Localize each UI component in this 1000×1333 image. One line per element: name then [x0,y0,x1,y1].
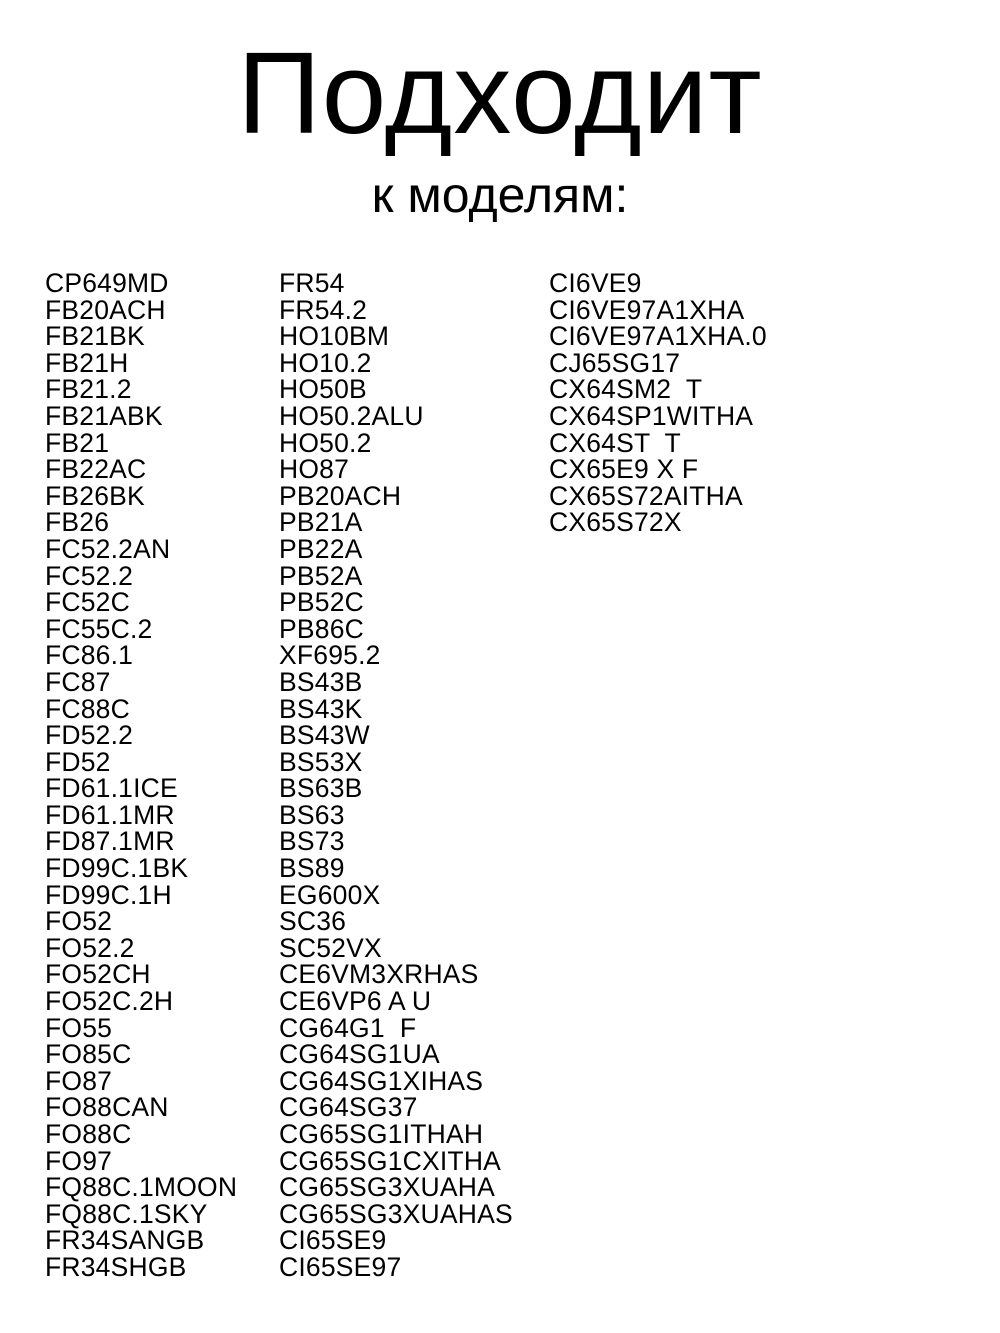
model-item: FR54 [279,268,345,298]
model-item: FQ88C.1SKY [45,1198,208,1229]
model-item: FC52C [45,587,130,618]
model-item: FO52 [45,906,113,937]
model-item: FR34SANGB [45,1225,205,1256]
model-item: CI65SE97 [279,1251,402,1282]
model-item: BS63B [279,773,363,804]
model-item: CX65S72X [549,507,682,538]
model-item: BS73 [279,826,345,857]
model-item: FR34SHGB [45,1251,187,1282]
model-item: HO50B [279,374,367,405]
model-item: XF695.2 [279,640,381,671]
model-item: FC86.1 [45,640,134,671]
model-item: CG65SG1ITHAH [279,1119,484,1149]
model-item: PB20ACH [279,480,402,511]
model-item: FD61.1ICE [45,773,178,804]
model-item: PB52C [279,587,364,618]
model-item: FD61.1MR [45,799,175,830]
model-item: CI6VE97A1XHA.0 [549,321,767,352]
model-item: FO85C [45,1039,132,1070]
model-item: FO87 [45,1065,113,1096]
model-item: CI6VE97A1XHA [549,294,745,325]
model-list-column-3 [549,270,767,536]
model-item: SC52VX [279,932,382,963]
model-item: PB21A [279,507,363,538]
model-item: HO10.2 [279,347,372,378]
model-item: CI65SE9 [279,1225,387,1256]
model-item: FD99C.1H [45,879,172,910]
model-item: CG64SG1UA [279,1039,440,1070]
model-item: FB20ACH [45,294,166,325]
model-item: FD99C.1BK [45,853,189,884]
model-item: FC52.2 [45,560,134,591]
model-item: CP649MD [45,268,169,298]
model-item: BS89 [279,853,345,884]
model-item: FQ88C.1MOON [45,1172,238,1203]
model-item: CJ65SG17 [549,347,681,378]
model-item: BS43W [279,720,370,751]
model-item: FD52 [45,746,111,777]
model-item: FB26 [45,507,110,538]
model-item: CX64SM2 T [549,374,703,405]
model-item: FD52.2 [45,720,134,751]
model-item: FB26BK [45,480,145,511]
model-list-column-1 [45,270,237,1281]
model-item: CX65E9 X F [549,454,699,485]
model-item: CX64SP1WITHA [549,400,754,431]
model-item: CX64ST T [549,427,681,458]
model-item: CG64SG37 [279,1092,418,1123]
model-item: PB52A [279,560,363,591]
model-item: HO10BM [279,321,390,352]
model-item: BS63 [279,799,345,830]
model-item: CG65SG3XUAHA [279,1172,495,1203]
model-item: CE6VM3XRHAS [279,959,479,990]
model-item: BS43B [279,666,363,697]
model-item: FC52.2AN [45,533,171,564]
page-title: Подходит [237,28,763,158]
model-item: SC36 [279,906,347,937]
page-subtitle: к моделям: [371,167,629,223]
model-item: CX65S72AITHA [549,480,743,511]
model-item: BS43K [279,693,363,724]
model-item: FO97 [45,1145,113,1176]
model-item: FB21BK [45,321,145,352]
model-item: FO52CH [45,959,151,990]
model-item: FC55C.2 [45,613,153,644]
model-item: FO88CAN [45,1092,169,1123]
model-item: HO50.2 [279,427,372,458]
model-item: FO88C [45,1119,132,1149]
model-item: FD87.1MR [45,826,175,857]
model-item: PB86C [279,613,364,644]
model-item: FB21H [45,347,129,378]
model-item: FC87 [45,666,111,697]
model-item: FB22AC [45,454,147,485]
model-item: CG64SG1XIHAS [279,1065,484,1096]
model-item: FO55 [45,1012,113,1043]
model-item: BS53X [279,746,363,777]
model-item: FO52C.2H [45,986,174,1017]
model-item: FB21.2 [45,374,132,405]
model-item: FB21ABK [45,400,163,431]
model-item: EG600X [279,879,381,910]
model-item: FB21 [45,427,110,458]
model-item: HO50.2ALU [279,400,424,431]
model-item: CG65SG3XUAHAS [279,1198,513,1229]
model-list-column-2 [279,270,513,1281]
model-item: PB22A [279,533,363,564]
model-item: FR54.2 [279,294,368,325]
model-item: CI6VE9 [549,268,642,298]
model-item: CG65SG1CXITHA [279,1145,502,1176]
model-item: CE6VP6 A U [279,986,432,1017]
model-item: FC88C [45,693,130,724]
model-item: CG64G1 F [279,1012,417,1043]
model-item: FO52.2 [45,932,135,963]
model-item: HO87 [279,454,350,485]
